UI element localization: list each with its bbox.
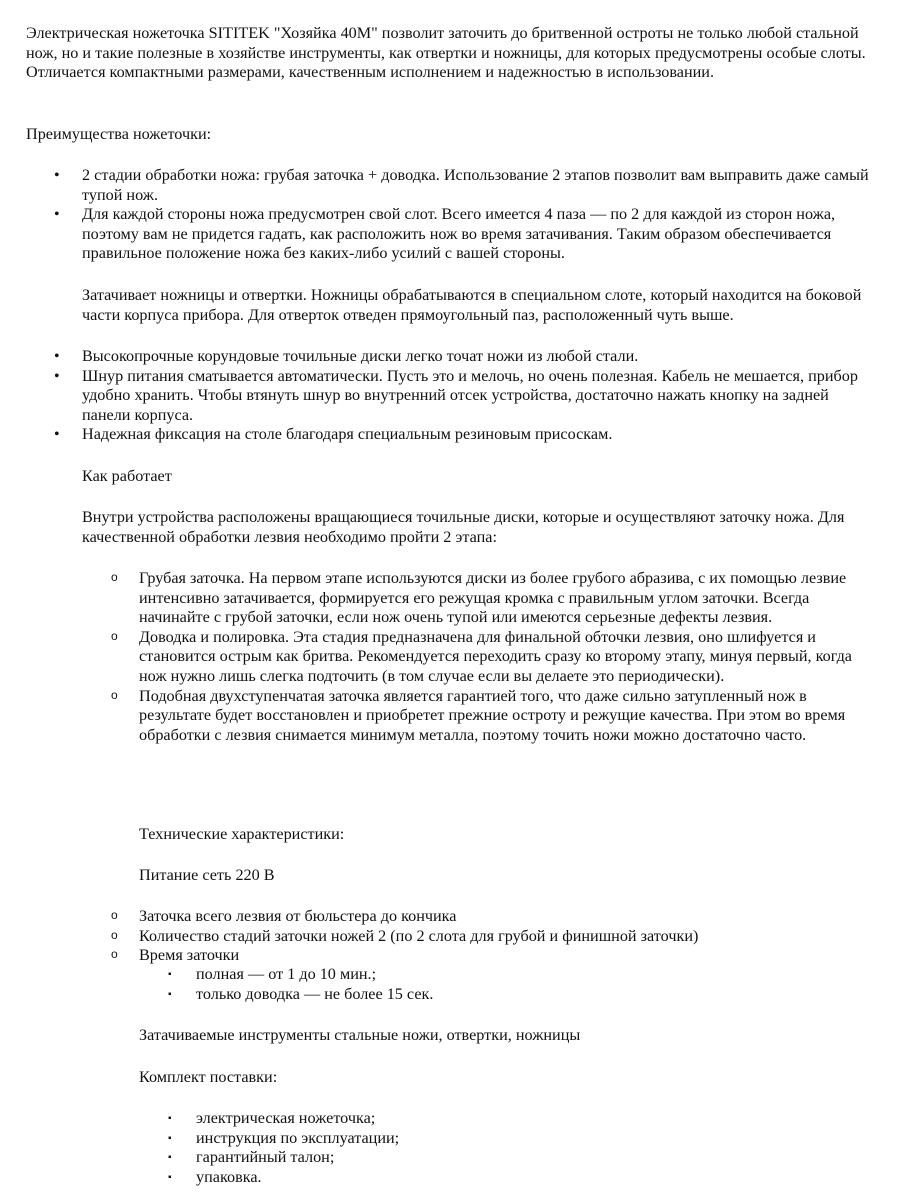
list-item: o Количество стадий заточки ножей 2 (по 2 слота для грубой и финишной заточки) xyxy=(139,927,869,947)
list-item: o Доводка и полировка. Эта стадия предназначена для финальной обточки лезвия, оно шлифуется и становится острым как бритва. Рекомендуется переходить сразу ко второму этапу, минуя первый, когда нож нужно лишь слегка подточить (в том случае если вы делаете это периодически). xyxy=(139,628,869,687)
list-item: o Грубая заточка. На первом этапе используются диски из более грубого абразива, с их помощью лезвие интенсивно затачивается, формируется его режущая кромка с правильным углом заточки. Всегда начинайте с грубой заточки, если нож очень тупой или имеются серьезные дефекты лезвия. xyxy=(139,569,869,628)
advantages-list-2 xyxy=(82,347,872,445)
list-item: • Для каждой стороны ножа предусмотрен свой слот. Всего имеется 4 паза — по 2 для каждой из сторон ножа, поэтому вам не придется гадать, как расположить нож во время затачивания. Таким образом обеспечивается правильное положение ножа без каких-либо усилий с вашей стороны. xyxy=(82,205,872,264)
list-item: ▪ инструкция по эксплуатации; xyxy=(196,1129,866,1149)
kit-list xyxy=(196,1109,866,1187)
list-item: • 2 стадии обработки ножа: грубая заточка + доводка. Использование 2 этапов позволит вам выправить даже самый тупой нож. xyxy=(82,166,872,205)
how-text: Внутри устройства расположены вращающиеся точильные диски, которые и осуществляют заточку ножа. Для качественной обработки лезвия необходимо пройти 2 этапа: xyxy=(82,508,845,546)
advantages-list-1 xyxy=(82,166,872,264)
stages-list xyxy=(139,569,869,745)
list-item: • Надежная фиксация на столе благодаря специальным резиновым присоскам. xyxy=(82,425,872,445)
power-spec: Питание сеть 220 В xyxy=(139,866,275,884)
specs-heading: Технические характеристики: xyxy=(139,825,345,843)
list-item: o Заточка всего лезвия от бюльстера до кончика xyxy=(139,907,869,927)
intro-paragraph: Электрическая ножеточка SITITEK "Хозяйка 40M" позволит заточить до бритвенной остроты не только любой стальной нож, но и такие полезные в хозяйстве инструменты, как отвертки и ножницы, для которых предусмотрены особые слоты. Отличается компактными размерами, качественным исполнением и надежностью в использовании. xyxy=(26,24,866,82)
list-item: ▪ гарантийный талон; xyxy=(196,1148,866,1168)
how-heading: Как работает xyxy=(82,467,172,485)
list-item: o Подобная двухступенчатая заточка является гарантией того, что даже сильно затупленный нож в результате будет восстановлен и приобретет прежние остроту и режущие качества. При этом во время обработки с лезвия снимается минимум металла, поэтому точить ножи можно достаточно часто. xyxy=(139,687,869,746)
advantages-heading: Преимущества ножеточки: xyxy=(26,125,212,143)
list-item: • Шнур питания сматывается автоматически. Пусть это и мелочь, но очень полезная. Кабель не мешается, прибор удобно хранить. Чтобы втянуть шнур во внутренний отсек устройства, достаточно нажать кнопку на задней панели корпуса. xyxy=(82,367,872,426)
list-item: • Высокопрочные корундовые точильные диски легко точат ножи из любой стали. xyxy=(82,347,872,367)
list-item: ▪ электрическая ножеточка; xyxy=(196,1109,866,1129)
tools-spec: Затачиваемые инструменты стальные ножи, отвертки, ножницы xyxy=(139,1026,581,1044)
list-item: ▪ только доводка — не более 15 сек. xyxy=(196,985,866,1005)
list-item: ▪ полная — от 1 до 10 мин.; xyxy=(196,965,866,985)
list-item: o Время заточки xyxy=(139,946,869,966)
list-item: ▪ упаковка. xyxy=(196,1168,866,1188)
specs-list xyxy=(139,907,869,966)
scissors-note: Затачивает ножницы и отвертки. Ножницы обрабатываются в специальном слоте, который находится на боковой части корпуса прибора. Для отверток отведен прямоугольный паз, расположенный чуть выше. xyxy=(82,286,862,324)
kit-heading: Комплект поставки: xyxy=(139,1068,278,1086)
time-list xyxy=(196,965,866,1004)
